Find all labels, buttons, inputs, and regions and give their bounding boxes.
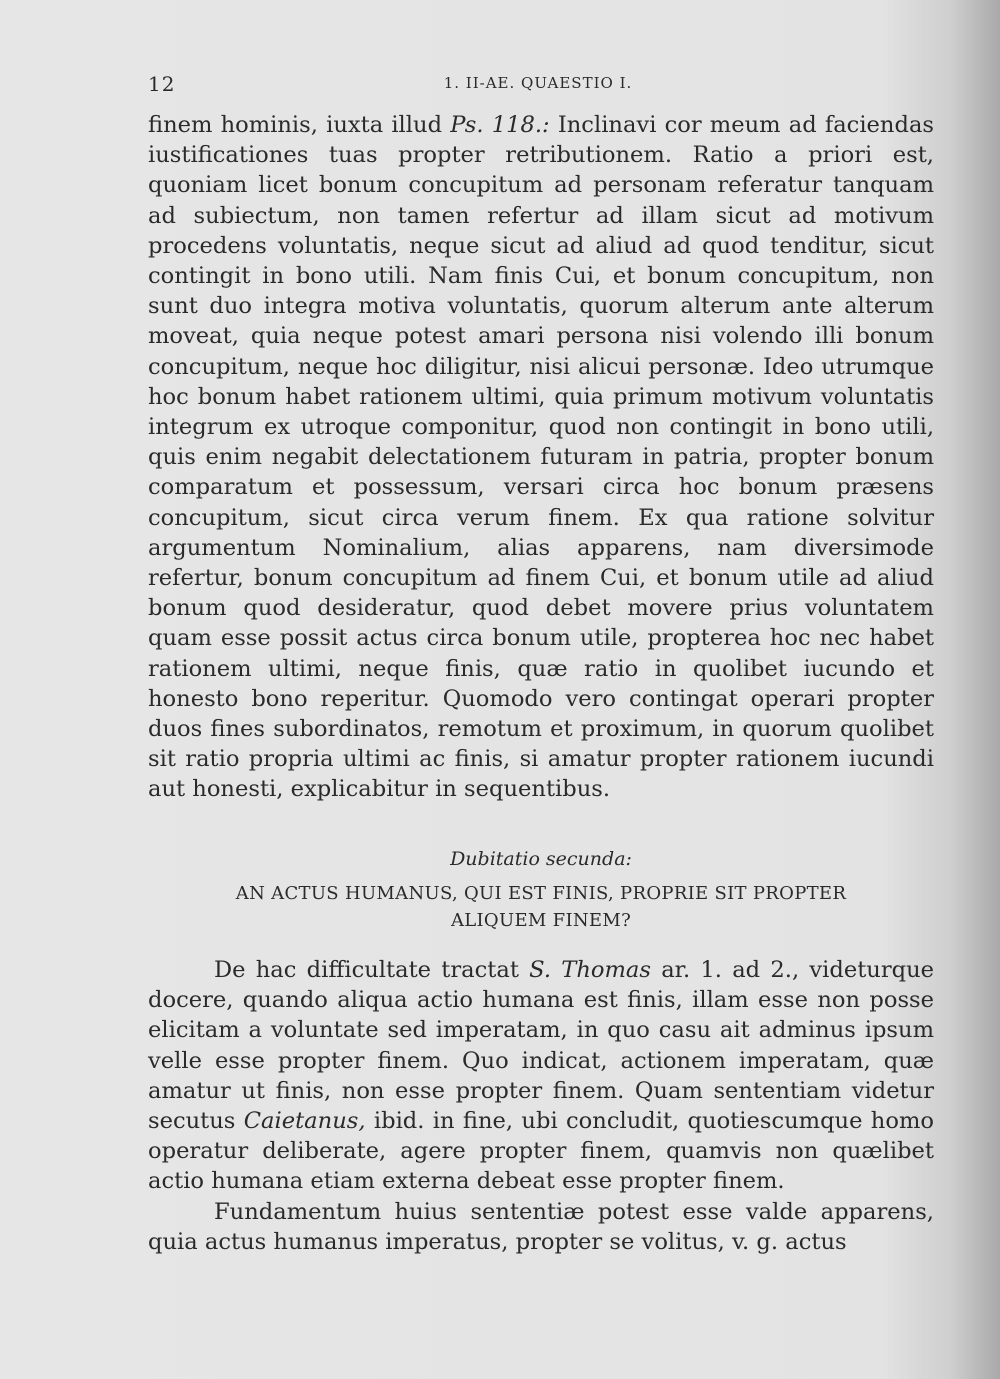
page-number: 12 [148,72,176,96]
text-block-top [148,110,934,805]
paragraph-2 [148,955,934,1197]
running-head [148,72,928,96]
text-block-bottom [148,955,934,1257]
running-title: 1. II-AE. QUAESTIO I. [443,74,633,92]
author-reference-caietanus: Caietanus, [243,1108,366,1135]
paragraph-2-text-a: De hac difficultate tractat [214,957,530,983]
paragraph-2-text-b: ar. 1. ad 2., videturque docere, quando aliqua actio humana est finis, illam esse non posse elicitam a voluntate sed imperatam, in quo casu ait adminus ipsum velle esse propter finem. Quo indicat, actionem imperatam, quæ amatur ut finis, non esse propter finem. Quam sententiam videtur secutus [148,957,935,1135]
section-title-line-1: AN ACTUS HUMANUS, QUI EST FINIS, PROPRIE SIT PROPTER [235,883,847,904]
paragraph-1-text-a: finem hominis, iuxta illud [148,112,451,138]
section-title-line-2: ALIQUEM FINEM? [450,910,632,931]
paragraph-1 [148,110,934,805]
author-reference-thomas: S. Thomas [529,957,651,983]
paragraph-1-text-b: Inclinavi cor meum ad faciendas iustificationes tuas propter retributionem. Ratio a priori est, quoniam licet bonum concupitum ad personam referatur tanquam ad subiectum, non tamen refertur ad illam sicut ad motivum procedens voluntatis, neque sicut ad aliud ad quod tenditur, sicut contingit in bono utili. Nam finis Cui, et bonum concupitum, non sunt duo integra motiva voluntatis, quorum alterum ante alterum moveat, quia neque potest amari persona nisi volendo illi bonum concupitum, neque hoc diligitur, nisi alicui personæ. Ideo utrumque hoc bonum habet rationem ultimi, quia primum motivum voluntatis integrum ex utroque componitur, quod non contingit in bono utili, quis enim negabit delectationem futuram in patria, propter bonum comparatum et possessum, versari circa hoc bonum præsens concupitum, sicut circa verum finem. Ex qua ratione solvitur argumentum Nominalium, alias apparens, nam diversimode refertur, bonum concupitum ad finem Cui, et bonum utile ad aliud bonum quod desideratur, quod debet movere prius voluntatem quam esse possit actus circa bonum utile, propterea hoc nec habet rationem ultimi, neque finis, quæ ratio in quolibet iucundo et honesto bono reperitur. Quomodo vero contingat operari propter duos fines subordinatos, remotum et proximum, in quorum quolibet sit ratio propria ultimi ac finis, si amatur propter rationem iucundi aut honesti, explicabitur in sequentibus. [148,112,935,803]
paragraph-2-text-c: ibid. in fine, ubi concludit, quotiescumque homo operatur deliberate, agere propter finem, quamvis non quælibet actio humana etiam externa debeat esse propter finem. [148,1108,934,1195]
paragraph-3: Fundamentum huius sententiæ potest esse valde apparens, quia actus humanus imperatus, propter se volitus, v. g. actus [148,1198,934,1255]
section-subtitle: Dubitatio secunda: [450,848,632,870]
section-title [178,880,904,934]
psalm-reference: Ps. 118.: [450,112,550,138]
